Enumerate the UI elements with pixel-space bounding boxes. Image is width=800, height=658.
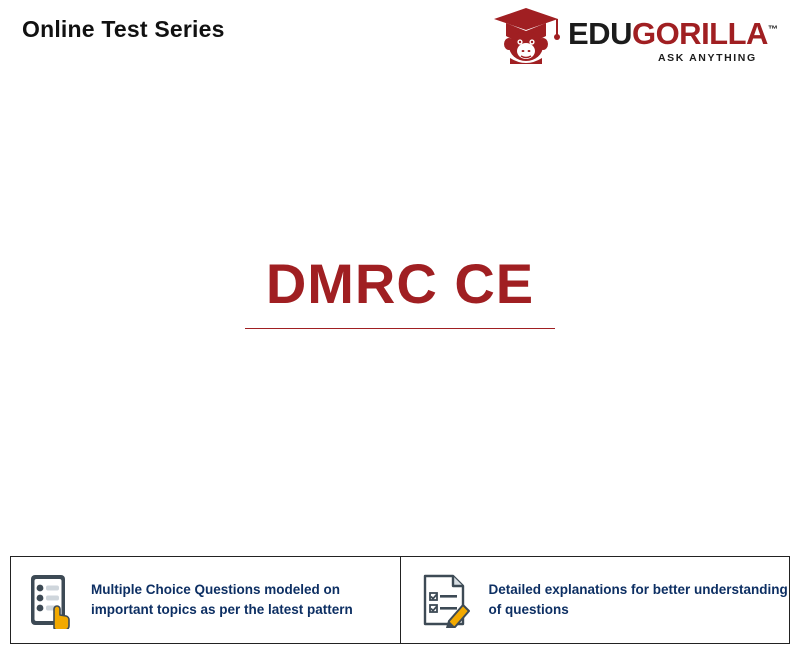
- logo-trademark: ™: [767, 24, 778, 36]
- logo-tagline: ASK ANYTHING: [658, 52, 757, 64]
- logo-word-edu: EDU: [568, 16, 632, 51]
- feature-text-mcq: Multiple Choice Questions modeled on important topics as per the latest pattern: [91, 582, 353, 617]
- edugorilla-logo: [490, 6, 780, 72]
- page-header: [0, 0, 800, 80]
- exam-title: DMRC CE: [265, 252, 535, 315]
- mcq-tablet-hand-icon: [21, 569, 83, 631]
- gorilla-graduate-icon: [490, 6, 562, 66]
- feature-item-mcq: [11, 557, 401, 643]
- logo-wordmark: [568, 18, 777, 49]
- document-pencil-icon: [415, 569, 477, 631]
- feature-bar: [10, 556, 790, 644]
- feature-item-explanations: [401, 557, 790, 643]
- title-underline-divider: [245, 328, 555, 329]
- page-title: Online Test Series: [22, 16, 225, 42]
- main-content: [0, 80, 800, 540]
- logo-word-gorilla: GORILLA: [631, 16, 768, 51]
- feature-text-explanations: Detailed explanations for better understanding of questions: [488, 582, 788, 617]
